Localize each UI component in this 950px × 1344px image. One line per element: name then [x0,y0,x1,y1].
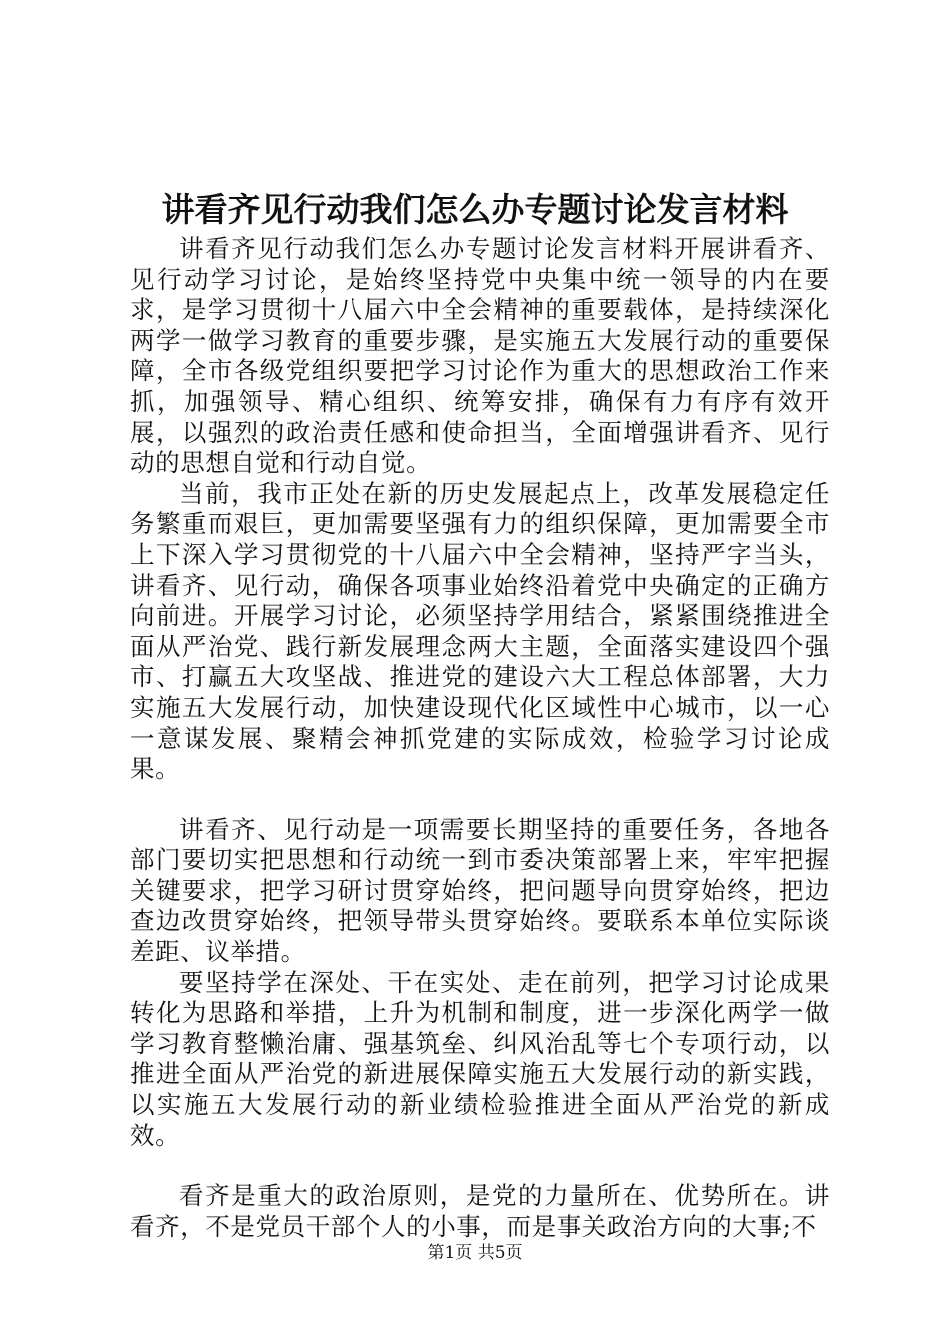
document-body [130,234,830,1242]
paragraph-3: 讲看齐、见行动是一项需要长期坚持的重要任务，各地各部门要切实把思想和行动统一到市委决策部署上来，牢牢把握关键要求，把学习研讨贯穿始终，把问题导向贯穿始终，把边查边改贯穿始终，把领导带头贯穿始终。要联系本单位实际谈差距、议举措。 [130,814,830,967]
page-indicator: 第1页 共5页 [427,1243,523,1263]
paragraph-4: 要坚持学在深处、干在实处、走在前列，把学习讨论成果转化为思路和举措，上升为机制和制度，进一步深化两学一做学习教育整懒治庸、强基筑垒、纠风治乱等七个专项行动，以推进全面从严治党的新进展保障实施五大发展行动的新实践，以实施五大发展行动的新业绩检验推进全面从严治党的新成效。 [130,967,830,1150]
paragraph-5: 看齐是重大的政治原则，是党的力量所在、优势所在。讲看齐，不是党员干部个人的小事，而是事关政治方向的大事;不 [130,1181,830,1241]
paragraph-2: 当前，我市正处在新的历史发展起点上，改革发展稳定任务繁重而艰巨，更加需要坚强有力的组织保障，更加需要全市上下深入学习贯彻党的十八届六中全会精神，坚持严字当头，讲看齐、见行动，确保各项事业始终沿着党中央确定的正确方向前进。开展学习讨论，必须坚持学用结合，紧紧围绕推进全面从严治党、践行新发展理念两大主题，全面落实建设四个强市、打赢五大攻坚战、推进党的建设六大工程总体部署，大力实施五大发展行动，加快建设现代化区域性中心城市，以一心一意谋发展、聚精会神抓党建的实际成效，检验学习讨论成果。 [130,478,830,784]
paragraph-1: 讲看齐见行动我们怎么办专题讨论发言材料开展讲看齐、见行动学习讨论，是始终坚持党中央集中统一领导的内在要求，是学习贯彻十八届六中全会精神的重要载体，是持续深化两学一做学习教育的重要步骤，是实施五大发展行动的重要保障，全市各级党组织要把学习讨论作为重大的思想政治工作来抓，加强领导、精心组织、统筹安排，确保有力有序有效开展，以强烈的政治责任感和使命担当，全面增强讲看齐、见行动的思想自觉和行动自觉。 [130,234,830,478]
document-title: 讲看齐见行动我们怎么办专题讨论发言材料 [161,190,789,229]
